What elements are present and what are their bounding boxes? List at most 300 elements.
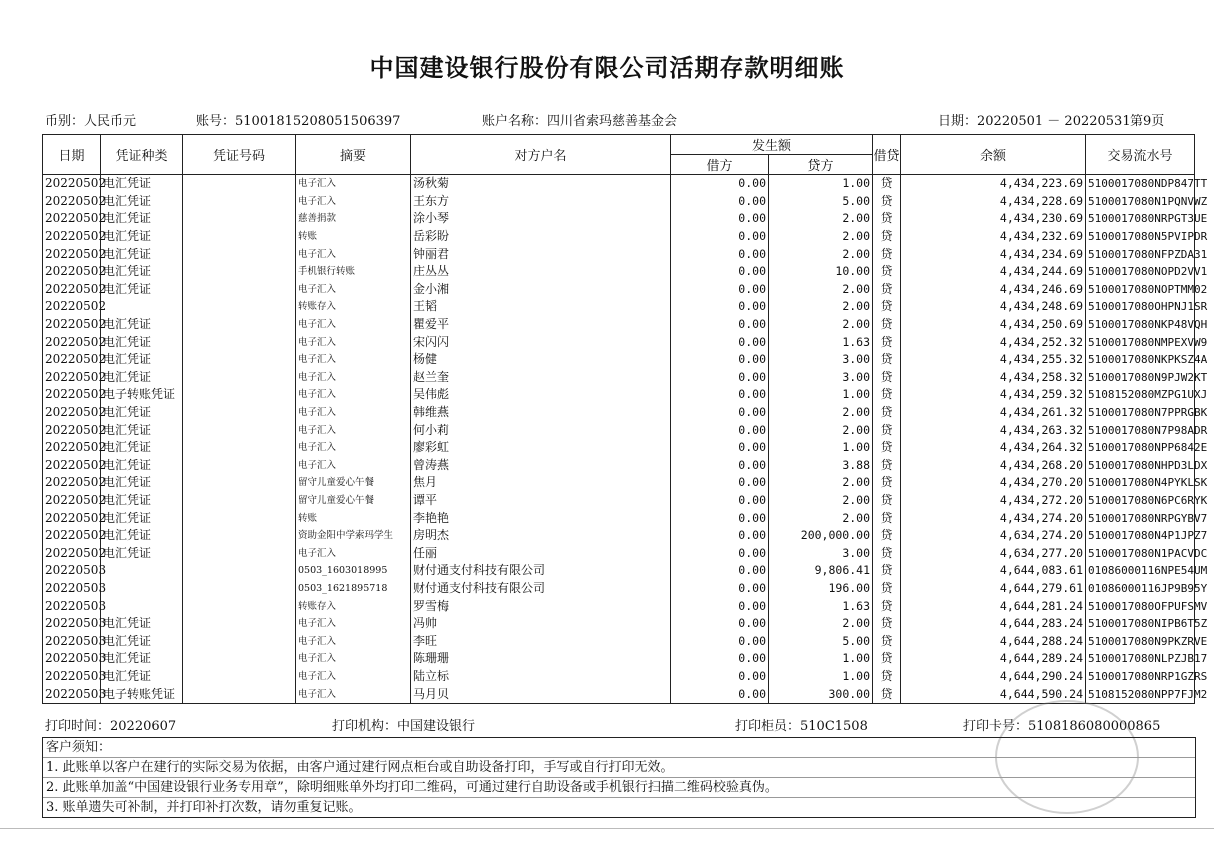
cell-txn-no: 5100017080N1PQNVWZ: [1086, 193, 1195, 211]
cell-txn-no: 5100017080NMPEXVW9: [1086, 333, 1195, 351]
cell-debit: 0.00: [671, 668, 769, 686]
cell-dc: 贷: [873, 492, 901, 510]
cell-debit: 0.00: [671, 245, 769, 263]
cell-txn-no: 5100017080N7PPRGBK: [1086, 404, 1195, 422]
table-row: [43, 369, 1195, 387]
col-voucher-type: 凭证种类: [101, 135, 183, 175]
cell-txn-no: 5100017080N4PYKLSK: [1086, 474, 1195, 492]
cell-dc: 贷: [873, 580, 901, 598]
cell-date: 20220502: [43, 351, 101, 369]
cell-voucher-type: 电汇凭证: [101, 474, 183, 492]
cell-voucher-type: 电子转账凭证: [101, 386, 183, 404]
cell-debit: 0.00: [671, 457, 769, 475]
cell-counterparty: 廖彩虹: [411, 439, 671, 457]
cell-date: 20220503: [43, 668, 101, 686]
cell-credit: 2.00: [769, 421, 873, 439]
cell-voucher-type: 电汇凭证: [101, 492, 183, 510]
cell-summary: 电子汇入: [296, 404, 411, 422]
cell-counterparty: 金小湘: [411, 281, 671, 299]
cell-debit: 0.00: [671, 210, 769, 228]
cell-balance: 4,644,288.24: [901, 632, 1086, 650]
cell-summary: 留守儿童爱心午餐: [296, 492, 411, 510]
cell-date: 20220502: [43, 457, 101, 475]
cell-debit: 0.00: [671, 580, 769, 598]
cell-date: 20220502: [43, 228, 101, 246]
cell-summary: 电子汇入: [296, 316, 411, 334]
cell-dc: 贷: [873, 527, 901, 545]
cell-debit: 0.00: [671, 316, 769, 334]
cell-voucher-type: [101, 298, 183, 316]
cell-credit: 9,806.41: [769, 562, 873, 580]
cell-voucher-no: [183, 404, 296, 422]
cell-txn-no: 5100017080NFPZDA31: [1086, 245, 1195, 263]
cell-dc: 贷: [873, 369, 901, 387]
table-row: [43, 228, 1195, 246]
cell-debit: 0.00: [671, 474, 769, 492]
cell-balance: 4,434,250.69: [901, 316, 1086, 334]
cell-date: 20220503: [43, 562, 101, 580]
cell-summary: 电子汇入: [296, 668, 411, 686]
cell-voucher-type: 电子转账凭证: [101, 685, 183, 703]
cell-credit: 3.00: [769, 369, 873, 387]
cell-counterparty: 杨健: [411, 351, 671, 369]
cell-debit: 0.00: [671, 421, 769, 439]
table-row: [43, 333, 1195, 351]
cell-txn-no: 5100017080NRPGYBV7: [1086, 509, 1195, 527]
cell-date: 20220502: [43, 263, 101, 281]
cell-dc: 贷: [873, 175, 901, 193]
cell-txn-no: 5100017080N6PC6RYK: [1086, 492, 1195, 510]
print-time: 打印时间：20220607: [45, 719, 177, 734]
cell-date: 20220502: [43, 509, 101, 527]
col-txn-no: 交易流水号: [1086, 135, 1195, 175]
cell-credit: 200,000.00: [769, 527, 873, 545]
cell-balance: 4,634,277.20: [901, 544, 1086, 562]
cell-summary: 电子汇入: [296, 632, 411, 650]
cell-credit: 1.00: [769, 386, 873, 404]
cell-counterparty: 李旺: [411, 632, 671, 650]
cell-balance: 4,434,228.69: [901, 193, 1086, 211]
cell-debit: 0.00: [671, 685, 769, 703]
cell-voucher-type: 电汇凭证: [101, 650, 183, 668]
cell-voucher-type: 电汇凭证: [101, 333, 183, 351]
cell-debit: 0.00: [671, 386, 769, 404]
col-voucher-no: 凭证号码: [183, 135, 296, 175]
table-row: [43, 650, 1195, 668]
cell-txn-no: 5100017080NRPGT3UE: [1086, 210, 1195, 228]
cell-credit: 1.63: [769, 333, 873, 351]
cell-txn-no: 5100017080N5PVIPDR: [1086, 228, 1195, 246]
cell-debit: 0.00: [671, 193, 769, 211]
cell-voucher-no: [183, 228, 296, 246]
cell-credit: 3.00: [769, 351, 873, 369]
cell-debit: 0.00: [671, 597, 769, 615]
cell-counterparty: 罗雪梅: [411, 597, 671, 615]
table-row: [43, 544, 1195, 562]
cell-counterparty: 赵兰奎: [411, 369, 671, 387]
cell-voucher-type: 电汇凭证: [101, 527, 183, 545]
cell-credit: 196.00: [769, 580, 873, 598]
table-row: [43, 509, 1195, 527]
cell-dc: 贷: [873, 562, 901, 580]
cell-balance: 4,644,590.24: [901, 685, 1086, 703]
cell-debit: 0.00: [671, 439, 769, 457]
cell-debit: 0.00: [671, 562, 769, 580]
col-debit: 借方: [671, 155, 769, 175]
table-row: [43, 580, 1195, 598]
cell-voucher-no: [183, 650, 296, 668]
cell-dc: 贷: [873, 668, 901, 686]
cell-summary: 电子汇入: [296, 685, 411, 703]
cell-dc: 贷: [873, 298, 901, 316]
cell-balance: 4,434,272.20: [901, 492, 1086, 510]
cell-voucher-no: [183, 316, 296, 334]
cell-voucher-no: [183, 527, 296, 545]
cell-voucher-no: [183, 298, 296, 316]
cell-debit: 0.00: [671, 509, 769, 527]
date-range: 日期：20220501 － 20220531: [938, 114, 1131, 129]
table-row: [43, 175, 1195, 193]
col-credit: 贷方: [769, 155, 873, 175]
cell-txn-no: 5100017080N9PJW2KT: [1086, 369, 1195, 387]
cell-debit: 0.00: [671, 404, 769, 422]
cell-credit: 2.00: [769, 404, 873, 422]
col-amount: 发生额: [671, 135, 873, 155]
cell-date: 20220502: [43, 298, 101, 316]
cell-txn-no: 5100017080OFPUFSMV: [1086, 597, 1195, 615]
cell-counterparty: 陆立标: [411, 668, 671, 686]
cell-voucher-no: [183, 386, 296, 404]
cell-counterparty: 谭平: [411, 492, 671, 510]
cell-credit: 1.63: [769, 597, 873, 615]
cell-voucher-no: [183, 281, 296, 299]
cell-credit: 1.00: [769, 650, 873, 668]
cell-voucher-type: 电汇凭证: [101, 544, 183, 562]
cell-balance: 4,434,270.20: [901, 474, 1086, 492]
cell-credit: 10.00: [769, 263, 873, 281]
cell-credit: 2.00: [769, 245, 873, 263]
table-row: [43, 281, 1195, 299]
cell-date: 20220502: [43, 245, 101, 263]
cell-credit: 2.00: [769, 615, 873, 633]
cell-balance: 4,434,232.69: [901, 228, 1086, 246]
cell-dc: 贷: [873, 281, 901, 299]
cell-dc: 贷: [873, 597, 901, 615]
table-row: [43, 492, 1195, 510]
cell-credit: 1.00: [769, 668, 873, 686]
cell-debit: 0.00: [671, 298, 769, 316]
cell-date: 20220502: [43, 421, 101, 439]
cell-voucher-type: 电汇凭证: [101, 210, 183, 228]
cell-voucher-type: [101, 562, 183, 580]
cell-txn-no: 5100017080NPP6842E: [1086, 439, 1195, 457]
cell-voucher-type: 电汇凭证: [101, 457, 183, 475]
note-1: 1. 此账单以客户在建行的实际交易为依据，由客户通过建行网点柜台或自助设备打印，手写或自行打印无效。: [43, 758, 1195, 778]
table-row: [43, 351, 1195, 369]
cell-debit: 0.00: [671, 228, 769, 246]
cell-counterparty: 曾涛燕: [411, 457, 671, 475]
cell-voucher-no: [183, 193, 296, 211]
cell-counterparty: 李艳艳: [411, 509, 671, 527]
cell-txn-no: 5100017080NKP48VQH: [1086, 316, 1195, 334]
table-row: [43, 404, 1195, 422]
cell-voucher-no: [183, 544, 296, 562]
cell-counterparty: 汤秋菊: [411, 175, 671, 193]
cell-txn-no: 5100017080OHPNJ1SR: [1086, 298, 1195, 316]
cell-debit: 0.00: [671, 615, 769, 633]
cell-voucher-type: 电汇凭证: [101, 263, 183, 281]
cell-summary: 手机银行转账: [296, 263, 411, 281]
cell-summary: 电子汇入: [296, 544, 411, 562]
cell-date: 20220502: [43, 369, 101, 387]
cell-credit: 3.00: [769, 544, 873, 562]
cell-counterparty: 宋闪闪: [411, 333, 671, 351]
cell-balance: 4,434,230.69: [901, 210, 1086, 228]
cell-summary: 电子汇入: [296, 386, 411, 404]
page-divider: [0, 828, 1214, 829]
table-row: [43, 474, 1195, 492]
col-summary: 摘要: [296, 135, 411, 175]
cell-credit: 2.00: [769, 316, 873, 334]
cell-summary: 慈善捐款: [296, 210, 411, 228]
cell-credit: 2.00: [769, 509, 873, 527]
cell-credit: 5.00: [769, 632, 873, 650]
cell-date: 20220502: [43, 474, 101, 492]
cell-date: 20220503: [43, 685, 101, 703]
cell-summary: 电子汇入: [296, 615, 411, 633]
table-row: [43, 298, 1195, 316]
cell-voucher-no: [183, 615, 296, 633]
cell-credit: 1.00: [769, 439, 873, 457]
cell-balance: 4,644,083.61: [901, 562, 1086, 580]
table-row: [43, 527, 1195, 545]
cell-voucher-type: 电汇凭证: [101, 509, 183, 527]
cell-counterparty: 焦月: [411, 474, 671, 492]
cell-balance: 4,434,244.69: [901, 263, 1086, 281]
cell-balance: 4,434,274.20: [901, 509, 1086, 527]
print-org: 打印机构：中国建设银行: [332, 719, 476, 734]
cell-dc: 贷: [873, 263, 901, 281]
cell-voucher-type: 电汇凭证: [101, 668, 183, 686]
col-dc: 借贷: [873, 135, 901, 175]
cell-voucher-no: [183, 333, 296, 351]
cell-summary: 资助金阳中学索玛学生: [296, 527, 411, 545]
cell-voucher-no: [183, 369, 296, 387]
cell-txn-no: 5100017080NOPTMM02: [1086, 281, 1195, 299]
cell-summary: 电子汇入: [296, 193, 411, 211]
cell-counterparty: 陈珊珊: [411, 650, 671, 668]
cell-date: 20220503: [43, 650, 101, 668]
cell-txn-no: 5100017080NKPKSZ4A: [1086, 351, 1195, 369]
table-row: [43, 632, 1195, 650]
cell-voucher-no: [183, 175, 296, 193]
table-row: [43, 210, 1195, 228]
cell-date: 20220502: [43, 333, 101, 351]
table-row: [43, 615, 1195, 633]
page-number: 第9页: [1130, 114, 1165, 129]
cell-dc: 贷: [873, 245, 901, 263]
cell-counterparty: 韩维燕: [411, 404, 671, 422]
cell-voucher-no: [183, 580, 296, 598]
cell-dc: 贷: [873, 544, 901, 562]
cell-dc: 贷: [873, 210, 901, 228]
cell-dc: 贷: [873, 439, 901, 457]
cell-date: 20220502: [43, 544, 101, 562]
cell-voucher-type: 电汇凭证: [101, 351, 183, 369]
cell-counterparty: 涂小琴: [411, 210, 671, 228]
cell-counterparty: 钟丽君: [411, 245, 671, 263]
cell-voucher-type: 电汇凭证: [101, 245, 183, 263]
cell-txn-no: 5108152080NPP7FJM2: [1086, 685, 1195, 703]
cell-balance: 4,434,261.32: [901, 404, 1086, 422]
cell-date: 20220502: [43, 193, 101, 211]
cell-summary: 电子汇入: [296, 421, 411, 439]
col-date: 日期: [43, 135, 101, 175]
cell-date: 20220502: [43, 439, 101, 457]
cell-credit: 1.00: [769, 175, 873, 193]
cell-summary: 电子汇入: [296, 245, 411, 263]
cell-counterparty: 王东方: [411, 193, 671, 211]
cell-summary: 电子汇入: [296, 439, 411, 457]
cell-summary: 电子汇入: [296, 369, 411, 387]
cell-summary: 电子汇入: [296, 351, 411, 369]
cell-counterparty: 财付通支付科技有限公司: [411, 562, 671, 580]
cell-debit: 0.00: [671, 333, 769, 351]
table-row: [43, 386, 1195, 404]
cell-txn-no: 01086000116JP9B95Y: [1086, 580, 1195, 598]
cell-balance: 4,644,279.61: [901, 580, 1086, 598]
cell-summary: 转账存入: [296, 298, 411, 316]
cell-voucher-no: [183, 685, 296, 703]
cell-counterparty: 岳彩盼: [411, 228, 671, 246]
note-3: 3. 账单遗失可补制，并打印补打次数，请勿重复记账。: [46, 800, 362, 815]
table-row: [43, 421, 1195, 439]
cell-txn-no: 5100017080N4P1JPZ7: [1086, 527, 1195, 545]
cell-dc: 贷: [873, 386, 901, 404]
cell-date: 20220503: [43, 597, 101, 615]
cell-txn-no: 5100017080NOPD2VV1: [1086, 263, 1195, 281]
table-row: [43, 193, 1195, 211]
cell-balance: 4,434,234.69: [901, 245, 1086, 263]
notes-heading: 客户须知：: [43, 738, 1195, 758]
col-counterparty: 对方户名: [411, 135, 671, 175]
cell-date: 20220502: [43, 175, 101, 193]
cell-voucher-type: [101, 597, 183, 615]
cell-txn-no: 5100017080N9PKZRVE: [1086, 632, 1195, 650]
cell-date: 20220503: [43, 580, 101, 598]
print-teller: 打印柜员：510C1508: [735, 719, 868, 734]
cell-debit: 0.00: [671, 369, 769, 387]
cell-txn-no: 5100017080N7P98ADR: [1086, 421, 1195, 439]
cell-dc: 贷: [873, 404, 901, 422]
cell-voucher-no: [183, 421, 296, 439]
cell-voucher-type: 电汇凭证: [101, 439, 183, 457]
cell-summary: 留守儿童爱心午餐: [296, 474, 411, 492]
cell-voucher-type: 电汇凭证: [101, 228, 183, 246]
cell-debit: 0.00: [671, 351, 769, 369]
cell-balance: 4,434,248.69: [901, 298, 1086, 316]
cell-txn-no: 5100017080NIPB6T5Z: [1086, 615, 1195, 633]
cell-txn-no: 5100017080NHPD3LDX: [1086, 457, 1195, 475]
cell-txn-no: 5100017080NRP1GZRS: [1086, 668, 1195, 686]
cell-counterparty: 财付通支付科技有限公司: [411, 580, 671, 598]
cell-dc: 贷: [873, 421, 901, 439]
cell-summary: 转账: [296, 509, 411, 527]
cell-balance: 4,434,252.32: [901, 333, 1086, 351]
cell-dc: 贷: [873, 457, 901, 475]
cell-voucher-type: [101, 580, 183, 598]
table-row: [43, 562, 1195, 580]
cell-voucher-no: [183, 597, 296, 615]
cell-counterparty: 房明杰: [411, 527, 671, 545]
cell-date: 20220502: [43, 316, 101, 334]
cell-credit: 3.88: [769, 457, 873, 475]
cell-date: 20220503: [43, 632, 101, 650]
cell-counterparty: 冯帅: [411, 615, 671, 633]
cell-counterparty: 瞿爱平: [411, 316, 671, 334]
print-card: 打印卡号：5108186080000865: [963, 719, 1161, 734]
cell-date: 20220502: [43, 210, 101, 228]
cell-counterparty: 任丽: [411, 544, 671, 562]
cell-counterparty: 吴伟彪: [411, 386, 671, 404]
cell-voucher-no: [183, 263, 296, 281]
cell-summary: 电子汇入: [296, 457, 411, 475]
cell-dc: 贷: [873, 351, 901, 369]
table-row: [43, 245, 1195, 263]
cell-debit: 0.00: [671, 263, 769, 281]
cell-dc: 贷: [873, 228, 901, 246]
table-row: [43, 457, 1195, 475]
cell-credit: 2.00: [769, 228, 873, 246]
table-row: [43, 597, 1195, 615]
cell-dc: 贷: [873, 509, 901, 527]
cell-summary: 转账: [296, 228, 411, 246]
cell-balance: 4,434,264.32: [901, 439, 1086, 457]
table-row: [43, 668, 1195, 686]
cell-debit: 0.00: [671, 650, 769, 668]
cell-balance: 4,434,258.32: [901, 369, 1086, 387]
cell-date: 20220502: [43, 492, 101, 510]
cell-voucher-type: 电汇凭证: [101, 615, 183, 633]
cell-credit: 2.00: [769, 474, 873, 492]
cell-summary: 转账存入: [296, 597, 411, 615]
cell-summary: 电子汇入: [296, 650, 411, 668]
col-balance: 余额: [901, 135, 1086, 175]
cell-debit: 0.00: [671, 492, 769, 510]
cell-txn-no: 5100017080N1PACVDC: [1086, 544, 1195, 562]
customer-notes: [42, 737, 1196, 818]
cell-voucher-no: [183, 439, 296, 457]
cell-dc: 贷: [873, 193, 901, 211]
cell-summary: 电子汇入: [296, 333, 411, 351]
cell-debit: 0.00: [671, 544, 769, 562]
cell-dc: 贷: [873, 632, 901, 650]
cell-balance: 4,434,268.20: [901, 457, 1086, 475]
cell-voucher-no: [183, 668, 296, 686]
cell-balance: 4,434,246.69: [901, 281, 1086, 299]
cell-dc: 贷: [873, 650, 901, 668]
cell-credit: 2.00: [769, 281, 873, 299]
cell-credit: 2.00: [769, 298, 873, 316]
cell-debit: 0.00: [671, 175, 769, 193]
cell-voucher-no: [183, 562, 296, 580]
cell-voucher-no: [183, 457, 296, 475]
cell-date: 20220502: [43, 281, 101, 299]
cell-dc: 贷: [873, 474, 901, 492]
currency-label: 币别：人民币元: [45, 114, 137, 129]
cell-voucher-type: 电汇凭证: [101, 404, 183, 422]
cell-credit: 2.00: [769, 210, 873, 228]
